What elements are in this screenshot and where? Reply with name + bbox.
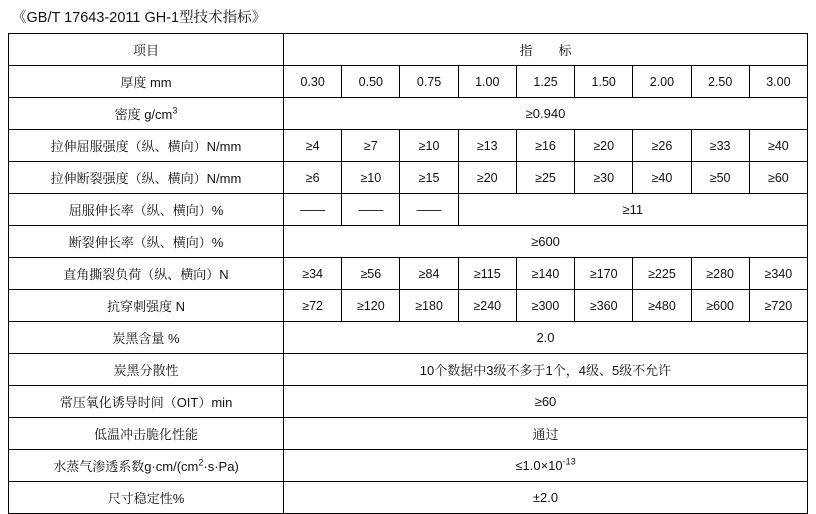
cell-value: ≥25 xyxy=(516,162,574,194)
row-label xyxy=(9,450,284,482)
cell-value: ≥600 xyxy=(284,226,808,258)
cell-value: ≥50 xyxy=(691,162,749,194)
table-row xyxy=(9,98,808,130)
row-label: 低温冲击脆化性能 xyxy=(9,418,284,450)
cell-value: —— xyxy=(400,194,458,226)
cell-value-text: $\le 1.0\times 10^{-13}$ xyxy=(515,456,576,473)
cell-value: ≥280 xyxy=(691,258,749,290)
cell-value: 0.30 xyxy=(284,66,342,98)
cell-value: 2.0 xyxy=(284,322,808,354)
cell-value: 1.00 xyxy=(458,66,516,98)
cell-value: ≥240 xyxy=(458,290,516,322)
header-item: 项目 xyxy=(9,34,284,66)
table-row xyxy=(9,418,808,450)
cell-value xyxy=(284,450,808,482)
spec-table xyxy=(8,33,808,514)
cell-value: ≥16 xyxy=(516,130,574,162)
cell-value: ≥340 xyxy=(749,258,807,290)
cell-value: ≥40 xyxy=(633,162,691,194)
cell-value: ≥13 xyxy=(458,130,516,162)
cell-value: ≥15 xyxy=(400,162,458,194)
cell-value: ≥33 xyxy=(691,130,749,162)
cell-value: —— xyxy=(284,194,342,226)
table-header-row xyxy=(9,34,808,66)
cell-value: ≥6 xyxy=(284,162,342,194)
cell-value: ≥40 xyxy=(749,130,807,162)
cell-value: ≥30 xyxy=(575,162,633,194)
cell-value: ≥720 xyxy=(749,290,807,322)
table-row xyxy=(9,130,808,162)
cell-value: 通过 xyxy=(284,418,808,450)
table-row xyxy=(9,386,808,418)
cell-value: ≥115 xyxy=(458,258,516,290)
cell-value: —— xyxy=(342,194,400,226)
cell-value: ≥26 xyxy=(633,130,691,162)
table-row xyxy=(9,66,808,98)
row-label: 常压氧化诱导时间（OIT）min xyxy=(9,386,284,418)
row-label: 拉伸断裂强度（纵、横向）N/mm xyxy=(9,162,284,194)
cell-value: ≥300 xyxy=(516,290,574,322)
cell-value: 10个数据中3级不多于1个，4级、5级不允许 xyxy=(284,354,808,386)
table-row xyxy=(9,258,808,290)
table-row xyxy=(9,354,808,386)
row-label-text: 水蒸气渗透系数$g\cdot cm/(cm^2\cdot s\cdot Pa)$ xyxy=(53,457,239,474)
table-row xyxy=(9,322,808,354)
cell-value: ≥120 xyxy=(342,290,400,322)
row-label: 炭黑含量 % xyxy=(9,322,284,354)
cell-value: ≥10 xyxy=(342,162,400,194)
row-label-superscript: 3 xyxy=(172,105,178,116)
cell-value: ≥56 xyxy=(342,258,400,290)
cell-value: ≥0.940 xyxy=(284,98,808,130)
cell-value: 0.75 xyxy=(400,66,458,98)
table-row xyxy=(9,290,808,322)
table-row xyxy=(9,162,808,194)
cell-value: ≥20 xyxy=(575,130,633,162)
row-label: 抗穿刺强度 N xyxy=(9,290,284,322)
table-row xyxy=(9,450,808,482)
cell-value: 3.00 xyxy=(749,66,807,98)
table-row xyxy=(9,194,808,226)
cell-value: ≥225 xyxy=(633,258,691,290)
cell-value: ≥60 xyxy=(749,162,807,194)
row-label: 屈服伸长率（纵、横向）% xyxy=(9,194,284,226)
cell-value: ≥84 xyxy=(400,258,458,290)
cell-value: ≥10 xyxy=(400,130,458,162)
cell-value: ≥480 xyxy=(633,290,691,322)
table-row xyxy=(9,482,808,514)
cell-value: ≥4 xyxy=(284,130,342,162)
cell-value: ≥20 xyxy=(458,162,516,194)
row-label: 拉伸屈服强度（纵、横向）N/mm xyxy=(9,130,284,162)
cell-value: 2.50 xyxy=(691,66,749,98)
cell-value: ≥7 xyxy=(342,130,400,162)
page-title: 《GB/T 17643-2011 GH-1型技术指标》 xyxy=(12,10,267,26)
cell-value: ≥34 xyxy=(284,258,342,290)
cell-value: ≥60 xyxy=(284,386,808,418)
row-label-text: 密度 g/cm xyxy=(114,107,173,122)
cell-value: ±2.0 xyxy=(284,482,808,514)
cell-value: ≥11 xyxy=(458,194,807,226)
row-label xyxy=(9,98,284,130)
cell-value: 1.25 xyxy=(516,66,574,98)
cell-value: ≥140 xyxy=(516,258,574,290)
header-index: 指 标 xyxy=(284,34,808,66)
row-label: 厚度 mm xyxy=(9,66,284,98)
cell-value: ≥600 xyxy=(691,290,749,322)
table-row xyxy=(9,226,808,258)
cell-value: ≥360 xyxy=(575,290,633,322)
row-label: 炭黑分散性 xyxy=(9,354,284,386)
cell-value: ≥180 xyxy=(400,290,458,322)
cell-value: ≥72 xyxy=(284,290,342,322)
row-label: 尺寸稳定性% xyxy=(9,482,284,514)
row-label: 直角撕裂负荷（纵、横向）N xyxy=(9,258,284,290)
cell-value: 2.00 xyxy=(633,66,691,98)
row-label: 断裂伸长率（纵、横向）% xyxy=(9,226,284,258)
cell-value: 0.50 xyxy=(342,66,400,98)
cell-value: ≥170 xyxy=(575,258,633,290)
cell-value: 1.50 xyxy=(575,66,633,98)
